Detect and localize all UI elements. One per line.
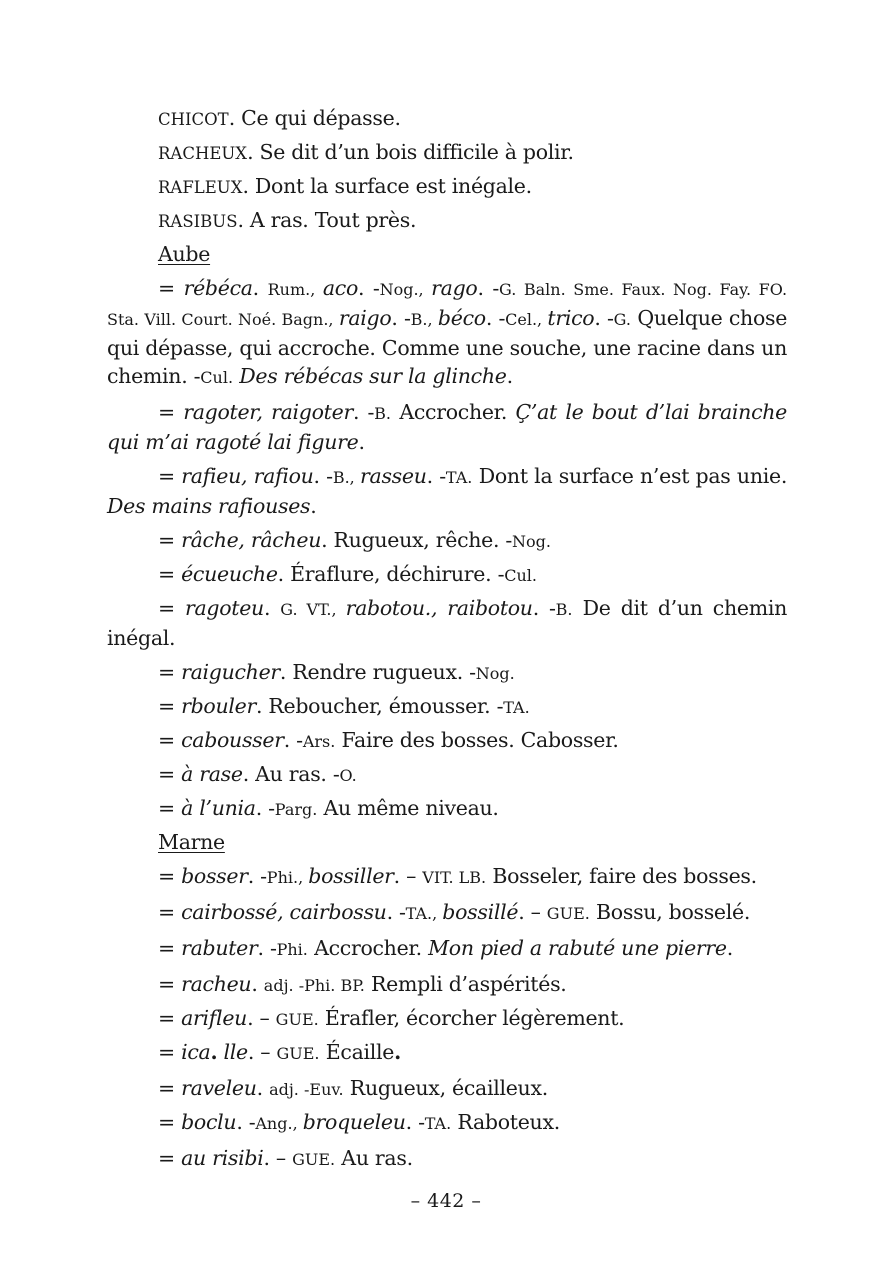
dialect-term: cabousser [181,728,284,752]
dialect-term: bossillé [442,900,519,924]
entry-text: Rempli d’aspérités. [364,972,567,996]
entry-text: Faire des bosses. Cabosser. [335,728,619,752]
dictionary-entry [107,692,787,722]
entry-text: Bossu, bosselé. [589,900,751,924]
dialect-term: rbouler [181,694,256,718]
locality-abbrev: VIT. LB. [422,868,487,887]
dictionary-entry [107,526,787,556]
entry-text: . Au ras. - [242,762,340,786]
locality-abbrev: GUE. [276,1044,320,1063]
region-name: Aube [158,242,211,266]
locality-abbrev: G. Baln. Sme. Faux. Nog. Fay. FO. Sta. Vill. Court. Noé. Bagn., [107,280,788,329]
locality-abbrev: GUE. [546,904,590,923]
section-heading [107,240,787,268]
entry-text: . - [386,900,406,924]
entry-text: De dit d’un chemin inégal. [107,596,787,650]
dialect-term: Mon pied a rabuté une pierre [428,936,727,960]
locality-abbrev: B. [374,404,391,423]
entry-text: = [158,796,182,820]
entry-text: . - [352,400,375,424]
entry-text: . - [477,276,500,300]
entry-text: . Éraflure, déchirure. - [277,562,505,586]
dialect-term: raigucher [181,660,280,684]
dictionary-entry [107,274,787,392]
headword: RASIBUS [158,212,238,231]
entry-text: = [158,1006,182,1030]
dialect-term: boclu [181,1110,237,1134]
dictionary-entry [107,172,787,202]
locality-abbrev: adj. -Euv. [269,1080,344,1099]
entry-text: = [158,864,182,888]
entry-text: = [158,562,182,586]
entry-text: . [210,1040,218,1064]
entry-text: = [158,936,182,960]
locality-abbrev: Cul. [200,368,234,387]
locality-abbrev: Ang., [255,1114,303,1133]
entry-text: = [158,660,182,684]
entry-text: . - [405,1110,425,1134]
dialect-term: Des mains rafiouses [107,494,311,518]
entry-text: . [251,972,264,996]
locality-abbrev: G. [613,310,631,329]
locality-abbrev: Cul. [504,566,537,585]
entry-text: . A ras. Tout près. [237,208,417,232]
locality-abbrev: B. [555,600,573,619]
locality-abbrev: TA., [405,904,443,923]
dialect-term: bossiller [308,864,394,888]
dialect-term: aco [322,276,359,300]
entry-text: . - [426,464,446,488]
dialect-term: broqueleu [302,1110,406,1134]
dialect-term: rafieu, rafiou [181,464,314,488]
locality-abbrev: TA. [503,698,530,717]
dictionary-entry [107,970,787,1000]
page-number: – 442 – [410,1190,482,1212]
entry-text: . [506,364,513,388]
headword: RAFLEUX [158,178,243,197]
entry-text: Bosseler, faire des bosses. [486,864,757,888]
entry-text: . - [391,306,411,330]
locality-abbrev: Nog. [512,532,552,551]
entry-text: . [263,596,281,620]
dialect-term: à rase [181,762,243,786]
entry-text: Accrocher. [307,936,429,960]
dictionary-entry [107,898,787,928]
dialect-term: rabotou., raibotou [345,596,533,620]
region-name: Marne [158,830,225,854]
entry-text: . Ce qui dépasse. [228,106,401,130]
page-body [107,104,787,1178]
entry-text: = [158,900,182,924]
entry-text: . – [393,864,423,888]
entry-text: . – [247,1040,277,1064]
entry-text: . - [236,1110,256,1134]
entry-text: . Dont la surface est inégale. [242,174,532,198]
headword: RACHEUX [158,144,248,163]
entry-text: = [158,762,182,786]
dictionary-entry [107,560,787,590]
section-heading [107,828,787,856]
entry-text: Raboteux. [451,1110,560,1134]
entry-text: . Reboucher, émousser. - [255,694,504,718]
dictionary-entry [107,760,787,790]
entry-text: Écaille [319,1040,395,1064]
entry-text: . – [518,900,547,924]
dictionary-entry [107,462,787,520]
entry-text: Accrocher. [391,400,516,424]
dialect-term: ragoter, raigoter [183,400,353,424]
locality-abbrev: TA. [424,1114,452,1133]
entry-text: . - [257,936,277,960]
locality-abbrev: Phi. [276,940,308,959]
dictionary-entry [107,1074,787,1104]
entry-text: = [158,972,182,996]
entry-text: Au même niveau. [317,796,499,820]
dialect-term: rago [431,276,478,300]
locality-abbrev: GUE. [292,1150,336,1169]
entry-text: = [158,1146,182,1170]
dialect-term: ica [181,1040,211,1064]
entry-text: = [158,400,184,424]
entry-text: . - [313,464,333,488]
dialect-term: raigo [338,306,392,330]
dictionary-entry [107,594,787,652]
entry-text: Au ras. [335,1146,413,1170]
entry-text: . - [358,276,380,300]
entry-text: . - [532,596,556,620]
entry-text: . [358,430,365,454]
dialect-term: arifleu [181,1006,248,1030]
dialect-term: béco [437,306,486,330]
dialect-term: au risibi [181,1146,264,1170]
dictionary-entry [107,862,787,892]
entry-text: . – [247,1006,276,1030]
locality-abbrev: Rum., [267,280,323,299]
locality-abbrev: B., [410,310,438,329]
locality-abbrev: Parg. [274,800,318,819]
dialect-term: rébéca [183,276,253,300]
locality-abbrev: Nog. [475,664,515,683]
locality-abbrev: Cel., [505,310,548,329]
dictionary-entry [107,1144,787,1174]
entry-text: . Rugueux, rêche. - [321,528,513,552]
dictionary-entry [107,1108,787,1138]
entry-text: = [158,596,185,620]
dictionary-entry [107,934,787,964]
entry-text: Dont la surface n’est pas unie. [472,464,788,488]
dialect-term: rasseu [360,464,427,488]
locality-abbrev: TA. [445,468,473,487]
entry-text: . [726,936,733,960]
dialect-term: bosser [181,864,248,888]
dictionary-entry [107,1038,787,1068]
dictionary-entry [107,1004,787,1034]
locality-abbrev: G. VT., [280,600,346,619]
dialect-term: cairbossé, cairbossu [181,900,387,924]
locality-abbrev: Phi., [266,868,309,887]
dictionary-entry [107,658,787,688]
entry-text: . [394,1040,401,1064]
dictionary-entry [107,138,787,168]
entry-text: . [252,276,268,300]
entry-text: = [158,1076,182,1100]
dialect-term: à l’unia [181,796,256,820]
dialect-term: racheu [181,972,252,996]
entry-text: . Se dit d’un bois difficile à polir. [247,140,574,164]
locality-abbrev: Nog., [379,280,432,299]
headword: CHICOT [158,110,229,129]
entry-text: = [158,728,182,752]
entry-text: = [158,1040,182,1064]
dialect-term: Ç’at le bout d’lai brainche qui m’ai ragoté lai figure [107,400,787,454]
locality-abbrev: adj. -Phi. BP. [263,976,365,995]
entry-text: = [158,464,182,488]
entry-text: = [158,694,182,718]
entry-text: = [158,528,182,552]
entry-text: Quelque chose qui dépasse, qui accroche. Comme une souche, une racine dans un chemin. - [107,306,788,388]
entry-text: . - [247,864,267,888]
entry-text: . - [255,796,275,820]
entry-text: . – [263,1146,293,1170]
dictionary-entry [107,726,787,756]
dictionary-entry [107,794,787,824]
locality-abbrev: B., [332,468,361,487]
dialect-term: écueuche [181,562,278,586]
dialect-term: raveleu [181,1076,257,1100]
entry-text: . - [283,728,303,752]
dictionary-entry [107,206,787,236]
entry-text: = [158,276,184,300]
dialect-term: Des rébécas sur la glinche [239,364,507,388]
entry-text: Érafler, écorcher légèrement. [318,1006,625,1030]
entry-text: . [310,494,317,518]
locality-abbrev: O. [339,766,357,785]
entry-text: Rugueux, écailleux. [343,1076,548,1100]
dialect-term: râche, râcheu [181,528,322,552]
dialect-term: rabuter [181,936,258,960]
entry-text: . Rendre rugueux. - [279,660,476,684]
entry-text: . [256,1076,270,1100]
dictionary-entry [107,398,787,456]
locality-abbrev: GUE. [275,1010,319,1029]
dialect-term: lle [217,1040,248,1064]
entry-text: . - [594,306,614,330]
dialect-term: trico [547,306,595,330]
entry-text: = [158,1110,182,1134]
dialect-term: ragoteu [184,596,264,620]
locality-abbrev: Ars. [302,732,336,751]
entry-text: . - [485,306,506,330]
dictionary-entry [107,104,787,134]
